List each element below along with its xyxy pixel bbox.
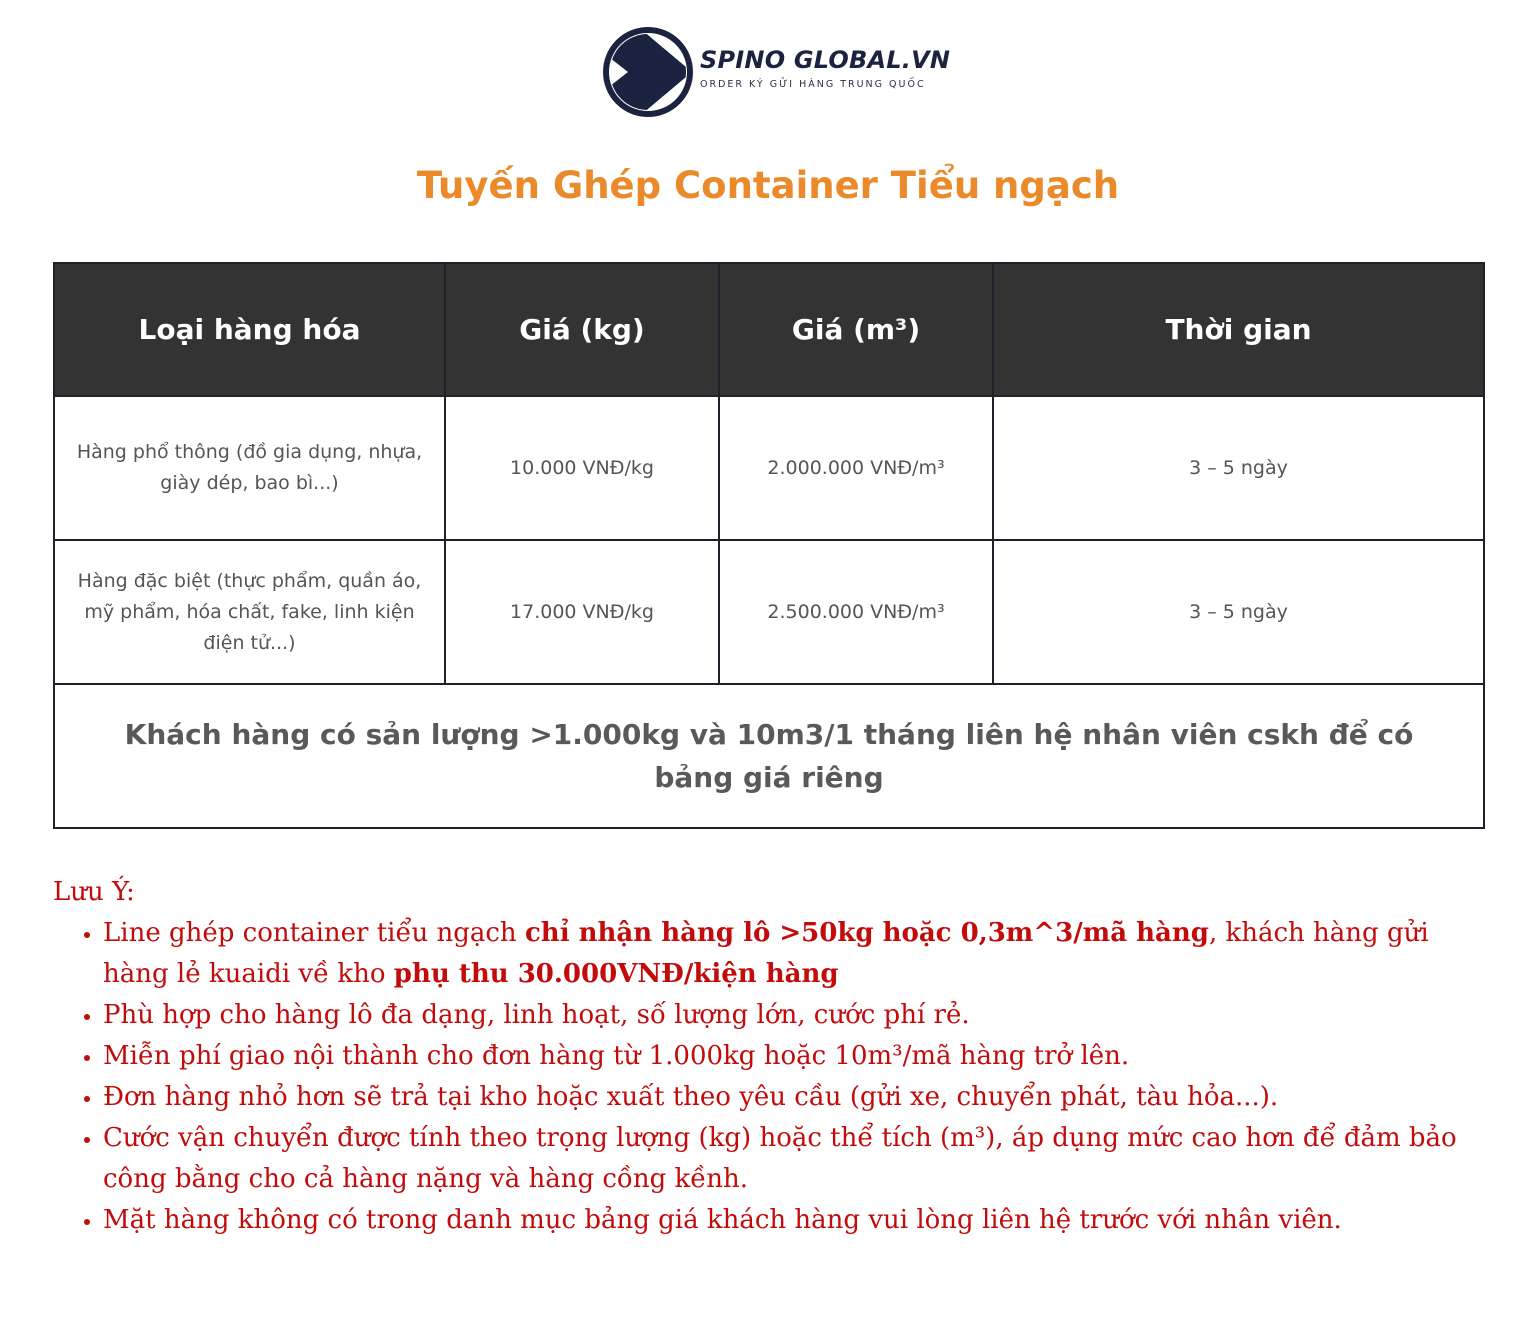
cell-price-m3: 2.500.000 VNĐ/m³ [719,540,993,684]
price-table [53,262,1485,829]
note-highlight: phụ thu 30.000VNĐ/kiện hàng [393,959,839,989]
note-text: Line ghép container tiểu ngạch [103,918,525,948]
notes-list [53,913,1463,1241]
page-title: Tuyến Ghép Container Tiểu ngạch [416,164,1120,207]
list-item [103,913,1463,995]
cell-time: 3 – 5 ngày [993,396,1484,540]
table-header-row [54,263,1484,396]
cell-price-m3: 2.000.000 VNĐ/m³ [719,396,993,540]
table-row [54,396,1484,540]
list-item: • Phù hợp cho hàng lô đa dạng, linh hoạt, số lượng lớn, cước phí rẻ. [103,995,1463,1036]
header-price-m3: Giá (m³) [719,263,993,396]
header-price-kg: Giá (kg) [445,263,719,396]
note-highlight: chỉ nhận hàng lô >50kg hoặc 0,3m^3/mã hàng [524,918,1209,948]
header-goods-type: Loại hàng hóa [54,263,445,396]
brand-name: SPINO GLOBAL.VN [700,46,951,74]
volume-discount-note: Khách hàng có sản lượng >1.000kg và 10m3/1 tháng liên hệ nhân viên cskh để có bảng giá riêng [54,684,1484,828]
header-time: Thời gian [993,263,1484,396]
notes-section [53,872,1463,1241]
brand-tagline: ORDER KÝ GỬI HÀNG TRUNG QUỐC [700,79,926,90]
list-item: • Cước vận chuyển được tính theo trọng lượng (kg) hoặc thể tích (m³), áp dụng mức cao hơn để đảm bảo công bằng cho cả hàng nặng và hàng cồng kềnh. [103,1118,1463,1200]
notes-heading: Lưu Ý: [53,877,135,907]
cell-time: 3 – 5 ngày [993,540,1484,684]
cell-goods-type: Hàng đặc biệt (thực phẩm, quần áo, mỹ phẩm, hóa chất, fake, linh kiện điện tử...) [54,540,445,684]
list-item: • Mặt hàng không có trong danh mục bảng giá khách hàng vui lòng liên hệ trước với nhân viên. [103,1200,1463,1241]
table-row [54,540,1484,684]
table-footer-row [54,684,1484,828]
cell-goods-type: Hàng phổ thông (đồ gia dụng, nhựa, giày dép, bao bì...) [54,396,445,540]
cell-price-kg: 17.000 VNĐ/kg [445,540,719,684]
list-item: • Miễn phí giao nội thành cho đơn hàng từ 1.000kg hoặc 10m³/mã hàng trở lên. [103,1036,1463,1077]
cell-price-kg: 10.000 VNĐ/kg [445,396,719,540]
double-chevron-icon [602,26,694,118]
list-item: • Đơn hàng nhỏ hơn sẽ trả tại kho hoặc xuất theo yêu cầu (gửi xe, chuyển phát, tàu hỏa...). [103,1077,1463,1118]
note-text: , khách hàng gửi hàng lẻ kuaidi về kho [103,918,1429,989]
brand-logo [602,26,951,118]
